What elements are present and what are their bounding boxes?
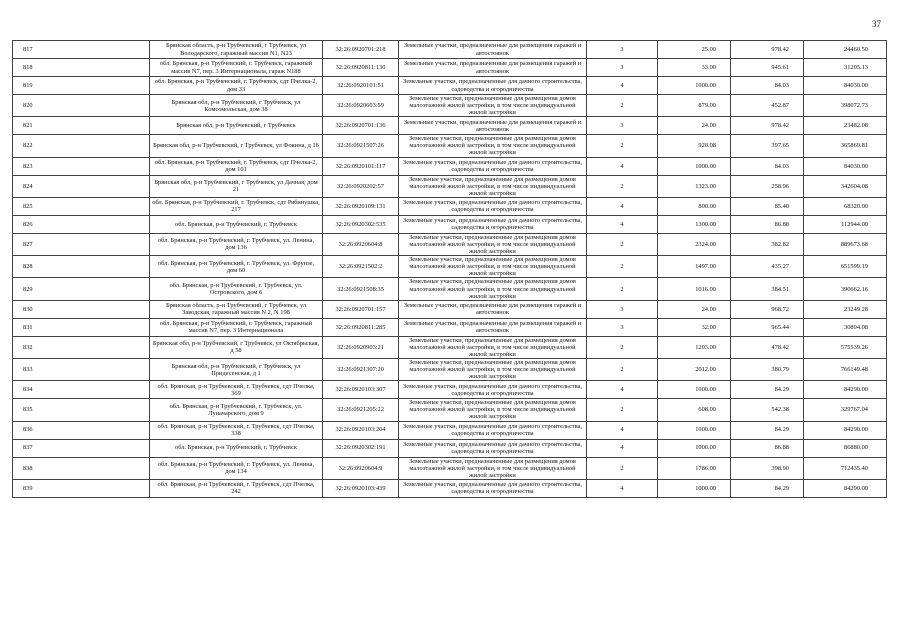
address-cell: Брянская обл, р-н Трубчевский, г Трубчевск: [150, 117, 323, 135]
group-cell: 4: [587, 77, 658, 95]
rate-cell: 84.29: [731, 421, 804, 439]
group-cell: 2: [587, 457, 658, 479]
table-row: [13, 439, 887, 457]
cadastral-value-cell: 68320.00: [804, 197, 887, 215]
group-cell: 3: [587, 300, 658, 318]
area-cell: 33.00: [658, 59, 731, 77]
address-cell: обл. Брянская, р-н Трубчевский, г. Трубчевск, ул. Фрунзе, дом 60: [150, 256, 323, 278]
land-use-cell: Земельные участки, предназначенные для размещения домов малоэтажной жилой застройки, в том числе индивидуальной жилой застройки: [399, 278, 587, 300]
group-cell: 4: [587, 197, 658, 215]
table-row: [13, 278, 887, 300]
address-cell: обл. Брянская, р-н Трубчевский, г. Трубчевск, гаражный массив N7, пер. 3 Интернационала, гараж N188: [150, 59, 323, 77]
row-number-cell: 818: [13, 59, 150, 77]
table-row: [13, 457, 887, 479]
row-number-cell: 829: [13, 278, 150, 300]
rate-cell: 978.42: [731, 41, 804, 59]
table-row: [13, 256, 887, 278]
land-use-cell: Земельные участки, предназначенные для дачного строительства, садоводства и огородничества: [399, 421, 587, 439]
group-cell: 3: [587, 117, 658, 135]
row-number-cell: 820: [13, 95, 150, 117]
rate-cell: 397.65: [731, 135, 804, 157]
area-cell: 25.00: [658, 41, 731, 59]
cadastral-number-cell: 32:26:0921507:26: [323, 135, 399, 157]
rate-cell: 478.42: [731, 336, 804, 358]
group-cell: 3: [587, 59, 658, 77]
cadastral-value-cell: 575539.26: [804, 336, 887, 358]
group-cell: 4: [587, 479, 658, 497]
cadastral-number-cell: 32:26:0920604:8: [323, 233, 399, 255]
address-cell: обл. Брянская, р-н Трубчевский, г. Трубчевск, сдт Пчелка-2, дом 33: [150, 77, 323, 95]
address-cell: Брянская обл, р-н Трубчевский, г Трубчевск, ул Придесенская, д 1: [150, 358, 323, 380]
row-number-cell: 821: [13, 117, 150, 135]
table-row: [13, 215, 887, 233]
land-use-cell: Земельные участки, предназначенные для размещения гаражей и автостоянок: [399, 117, 587, 135]
land-use-cell: Земельные участки, предназначенные для размещения домов малоэтажной жилой застройки, в том числе индивидуальной жилой застройки: [399, 399, 587, 421]
area-cell: 879.00: [658, 95, 731, 117]
address-cell: обл. Брянская, р-н Трубчевский, г. Трубчевск, ул. Луначарского, дом 9: [150, 399, 323, 421]
address-cell: обл. Брянская, р-н Трубчевский, г. Трубчевск, сдт Рябинушка, 217: [150, 197, 323, 215]
page-number: 37: [872, 19, 881, 29]
address-cell: Брянская обл, р-н Трубчевский, г Трубчевск, ул Октябрьская, д 58: [150, 336, 323, 358]
area-cell: 1000.00: [658, 421, 731, 439]
group-cell: 2: [587, 135, 658, 157]
land-use-cell: Земельные участки, предназначенные для размещения домов малоэтажной жилой застройки, в том числе индивидуальной жилой застройки: [399, 256, 587, 278]
group-cell: 2: [587, 233, 658, 255]
group-cell: 4: [587, 215, 658, 233]
group-cell: 2: [587, 278, 658, 300]
area-cell: 1016.00: [658, 278, 731, 300]
table-row: [13, 95, 887, 117]
row-number-cell: 839: [13, 479, 150, 497]
row-number-cell: 827: [13, 233, 150, 255]
rate-cell: 452.87: [731, 95, 804, 117]
rate-cell: 84.29: [731, 381, 804, 399]
group-cell: 4: [587, 381, 658, 399]
rate-cell: 85.40: [731, 197, 804, 215]
rate-cell: 258.96: [731, 175, 804, 197]
row-number-cell: 826: [13, 215, 150, 233]
table-row: [13, 197, 887, 215]
group-cell: 2: [587, 256, 658, 278]
land-use-cell: Земельные участки, предназначенные для размещения домов малоэтажной жилой застройки, в том числе индивидуальной жилой застройки: [399, 135, 587, 157]
rate-cell: 384.51: [731, 278, 804, 300]
area-cell: 24.00: [658, 117, 731, 135]
cadastral-value-cell: 24460.50: [804, 41, 887, 59]
row-number-cell: 831: [13, 318, 150, 336]
row-number-cell: 835: [13, 399, 150, 421]
cadastral-number-cell: 32:26:0920603:59: [323, 95, 399, 117]
table-row: [13, 175, 887, 197]
land-use-cell: Земельные участки, предназначенные для дачного строительства, садоводства и огородничества: [399, 479, 587, 497]
table-row: [13, 358, 887, 380]
rate-cell: 398.90: [731, 457, 804, 479]
rate-cell: 84.03: [731, 157, 804, 175]
cadastral-number-cell: 32:26:0921205:22: [323, 399, 399, 421]
table-row: [13, 41, 887, 59]
area-cell: 24.00: [658, 300, 731, 318]
rate-cell: 382.82: [731, 233, 804, 255]
row-number-cell: 817: [13, 41, 150, 59]
cadastral-number-cell: 32:26:0920701:157: [323, 300, 399, 318]
rate-cell: 86.88: [731, 215, 804, 233]
row-number-cell: 832: [13, 336, 150, 358]
address-cell: обл. Брянская, р-н Трубчевский, г. Трубчевск, гаражный массив N7, пер. 3 Интернационала: [150, 318, 323, 336]
cadastral-value-cell: 651599.19: [804, 256, 887, 278]
group-cell: 2: [587, 399, 658, 421]
table-row: [13, 157, 887, 175]
cadastral-number-cell: 32:26:0920103:439: [323, 479, 399, 497]
area-cell: 1786.00: [658, 457, 731, 479]
cadastral-value-cell: 390662.16: [804, 278, 887, 300]
cadastral-value-cell: 889673.68: [804, 233, 887, 255]
area-cell: 1323.00: [658, 175, 731, 197]
table-row: [13, 381, 887, 399]
rate-cell: 968.72: [731, 300, 804, 318]
land-use-cell: Земельные участки, предназначенные для размещения гаражей и автостоянок: [399, 41, 587, 59]
address-cell: обл. Брянская, р-н Трубчевский, г. Трубчевск: [150, 215, 323, 233]
table-row: [13, 479, 887, 497]
address-cell: обл. Брянская, р-н Трубчевский, г. Трубчевск: [150, 439, 323, 457]
cadastral-value-cell: 112944.00: [804, 215, 887, 233]
rate-cell: 435.27: [731, 256, 804, 278]
cadastral-number-cell: 32:26:0920202:57: [323, 175, 399, 197]
address-cell: обл. Брянская, р-н Трубчевский, г. Трубчевск, сдт Пчелка, 338: [150, 421, 323, 439]
cadastral-value-cell: 84290.00: [804, 381, 887, 399]
area-cell: 608.00: [658, 399, 731, 421]
land-use-cell: Земельные участки, предназначенные для дачного строительства, садоводства и огородничества: [399, 439, 587, 457]
cadastral-value-cell: 84290.00: [804, 479, 887, 497]
land-use-cell: Земельные участки, предназначенные для размещения домов малоэтажной жилой застройки, в том числе индивидуальной жилой застройки: [399, 336, 587, 358]
cadastral-number-cell: 32:26:0920103:264: [323, 421, 399, 439]
address-cell: Брянская обл, р-н Трубчевский, г Трубчевск, ул Комсомольская, дом 38: [150, 95, 323, 117]
row-number-cell: 824: [13, 175, 150, 197]
cadastral-number-cell: 32:26:0920701:218: [323, 41, 399, 59]
row-number-cell: 822: [13, 135, 150, 157]
area-cell: 1000.00: [658, 157, 731, 175]
group-cell: 4: [587, 439, 658, 457]
table-row: [13, 77, 887, 95]
row-number-cell: 828: [13, 256, 150, 278]
row-number-cell: 838: [13, 457, 150, 479]
cadastral-number-cell: 32:26:0920101:51: [323, 77, 399, 95]
cadastral-number-cell: 32:26:0920811:285: [323, 318, 399, 336]
group-cell: 3: [587, 41, 658, 59]
rate-cell: 84.03: [731, 77, 804, 95]
land-use-cell: Земельные участки, предназначенные для дачного строительства, садоводства и огородничества: [399, 77, 587, 95]
rate-cell: 84.29: [731, 479, 804, 497]
cadastral-value-cell: 766149.48: [804, 358, 887, 380]
cadastral-value-cell: 84030.00: [804, 157, 887, 175]
land-use-cell: Земельные участки, предназначенные для дачного строительства, садоводства и огородничества: [399, 215, 587, 233]
land-use-cell: Земельные участки, предназначенные для размещения домов малоэтажной жилой застройки, в том числе индивидуальной жилой застройки: [399, 457, 587, 479]
table-row: [13, 318, 887, 336]
address-cell: обл. Брянская, р-н Трубчевский, г. Трубчевск, ул. Ленина, дом 136: [150, 233, 323, 255]
group-cell: 2: [587, 175, 658, 197]
cadastral-number-cell: 32:26:0920101:117: [323, 157, 399, 175]
cadastral-value-table: [12, 40, 887, 498]
land-use-cell: Земельные участки, предназначенные для дачного строительства, садоводства и огородничества: [399, 157, 587, 175]
land-use-cell: Земельные участки, предназначенные для дачного строительства, садоводства и огородничества: [399, 197, 587, 215]
area-cell: 32.00: [658, 318, 731, 336]
land-use-cell: Земельные участки, предназначенные для размещения домов малоэтажной жилой застройки, в том числе индивидуальной жилой застройки: [399, 95, 587, 117]
cadastral-number-cell: 32:26:0920103:307: [323, 381, 399, 399]
cadastral-value-cell: 31205.13: [804, 59, 887, 77]
land-use-cell: Земельные участки, предназначенные для размещения домов малоэтажной жилой застройки, в том числе индивидуальной жилой застройки: [399, 175, 587, 197]
area-cell: 1000.00: [658, 479, 731, 497]
land-use-cell: Земельные участки, предназначенные для размещения гаражей и автостоянок: [399, 318, 587, 336]
area-cell: 2012.00: [658, 358, 731, 380]
group-cell: 4: [587, 421, 658, 439]
row-number-cell: 819: [13, 77, 150, 95]
cadastral-value-cell: 365869.81: [804, 135, 887, 157]
cadastral-number-cell: 32:26:0921502:2: [323, 256, 399, 278]
area-cell: 1203.00: [658, 336, 731, 358]
rate-cell: 965.44: [731, 318, 804, 336]
cadastral-value-cell: 342604.08: [804, 175, 887, 197]
land-use-cell: Земельные участки, предназначенные для дачного строительства, садоводства и огородничества: [399, 381, 587, 399]
table-row: [13, 421, 887, 439]
rate-cell: 380.79: [731, 358, 804, 380]
cadastral-number-cell: 32:26:0920811:130: [323, 59, 399, 77]
row-number-cell: 830: [13, 300, 150, 318]
rate-cell: 978.42: [731, 117, 804, 135]
group-cell: 2: [587, 95, 658, 117]
row-number-cell: 823: [13, 157, 150, 175]
rate-cell: 86.88: [731, 439, 804, 457]
address-cell: обл. Брянская, р-н Трубчевский, г. Трубчевск, ул. Ленина, дом 134: [150, 457, 323, 479]
address-cell: Брянская область, р-н Трубчевский, г Трубчевск, ул Заводская, гаражный массив N 2, N 198: [150, 300, 323, 318]
area-cell: 800.00: [658, 197, 731, 215]
land-use-cell: Земельные участки, предназначенные для размещения домов малоэтажной жилой застройки, в том числе индивидуальной жилой застройки: [399, 233, 587, 255]
row-number-cell: 825: [13, 197, 150, 215]
cadastral-value-cell: 23482.08: [804, 117, 887, 135]
row-number-cell: 837: [13, 439, 150, 457]
table-row: [13, 117, 887, 135]
address-cell: обл. Брянская, р-н Трубчевский, г. Трубчевск, сдт Пчелка, 369: [150, 381, 323, 399]
cadastral-value-cell: 86880.00: [804, 439, 887, 457]
cadastral-number-cell: 32:26:0921508:35: [323, 278, 399, 300]
cadastral-number-cell: 32:26:0920604:9: [323, 457, 399, 479]
cadastral-number-cell: 32:26:0921307:20: [323, 358, 399, 380]
group-cell: 2: [587, 336, 658, 358]
cadastral-value-cell: 23249.28: [804, 300, 887, 318]
cadastral-value-cell: 398072.73: [804, 95, 887, 117]
cadastral-number-cell: 32:26:0920701:136: [323, 117, 399, 135]
cadastral-value-cell: 84030.00: [804, 77, 887, 95]
address-cell: Брянская обл, р-н Трубчевский, г Трубчевск, ул Дачная, дом 21: [150, 175, 323, 197]
table-row: [13, 135, 887, 157]
row-number-cell: 834: [13, 381, 150, 399]
table-row: [13, 336, 887, 358]
group-cell: 2: [587, 358, 658, 380]
address-cell: Брянская область, р-н Трубчевский, г Трубчевск, ул Володарского, гаражный массив N1, N23: [150, 41, 323, 59]
row-number-cell: 836: [13, 421, 150, 439]
address-cell: обл. Брянская, р-н Трубчевский, г. Трубчевск, сдт Пчелка, 242: [150, 479, 323, 497]
rate-cell: 542.38: [731, 399, 804, 421]
group-cell: 3: [587, 318, 658, 336]
address-cell: обл. Брянская, р-н Трубчевский, г. Трубчевск, сдт Пчелка-2, дом 101: [150, 157, 323, 175]
cadastral-number-cell: 32:26:0920903:21: [323, 336, 399, 358]
cadastral-value-cell: 30894.08: [804, 318, 887, 336]
row-number-cell: 833: [13, 358, 150, 380]
land-use-cell: Земельные участки, предназначенные для размещения гаражей и автостоянок: [399, 59, 587, 77]
cadastral-value-cell: 84290.00: [804, 421, 887, 439]
address-cell: обл. Брянская, р-н Трубчевский, г. Трубчевск, ул. Островского, дом 6: [150, 278, 323, 300]
table-row: [13, 233, 887, 255]
cadastral-number-cell: 32:26:0920109:131: [323, 197, 399, 215]
table-row: [13, 59, 887, 77]
cadastral-value-cell: 712435.40: [804, 457, 887, 479]
cadastral-number-cell: 32:26:0920302:535: [323, 215, 399, 233]
cadastral-number-cell: 32:26:0920302:191: [323, 439, 399, 457]
area-cell: 920.08: [658, 135, 731, 157]
address-cell: Брянская обл, р-н Трубчевский, г Трубчевск, ул Фокина, д 16: [150, 135, 323, 157]
table-row: [13, 399, 887, 421]
rate-cell: 945.61: [731, 59, 804, 77]
area-cell: 2324.00: [658, 233, 731, 255]
group-cell: 4: [587, 157, 658, 175]
area-cell: 1497.00: [658, 256, 731, 278]
area-cell: 1000.00: [658, 439, 731, 457]
area-cell: 1000.00: [658, 381, 731, 399]
area-cell: 1300.00: [658, 215, 731, 233]
land-use-cell: Земельные участки, предназначенные для размещения гаражей и автостоянок: [399, 300, 587, 318]
land-use-cell: Земельные участки, предназначенные для размещения домов малоэтажной жилой застройки, в том числе индивидуальной жилой застройки: [399, 358, 587, 380]
table-row: [13, 300, 887, 318]
cadastral-value-cell: 329767.04: [804, 399, 887, 421]
area-cell: 1000.00: [658, 77, 731, 95]
